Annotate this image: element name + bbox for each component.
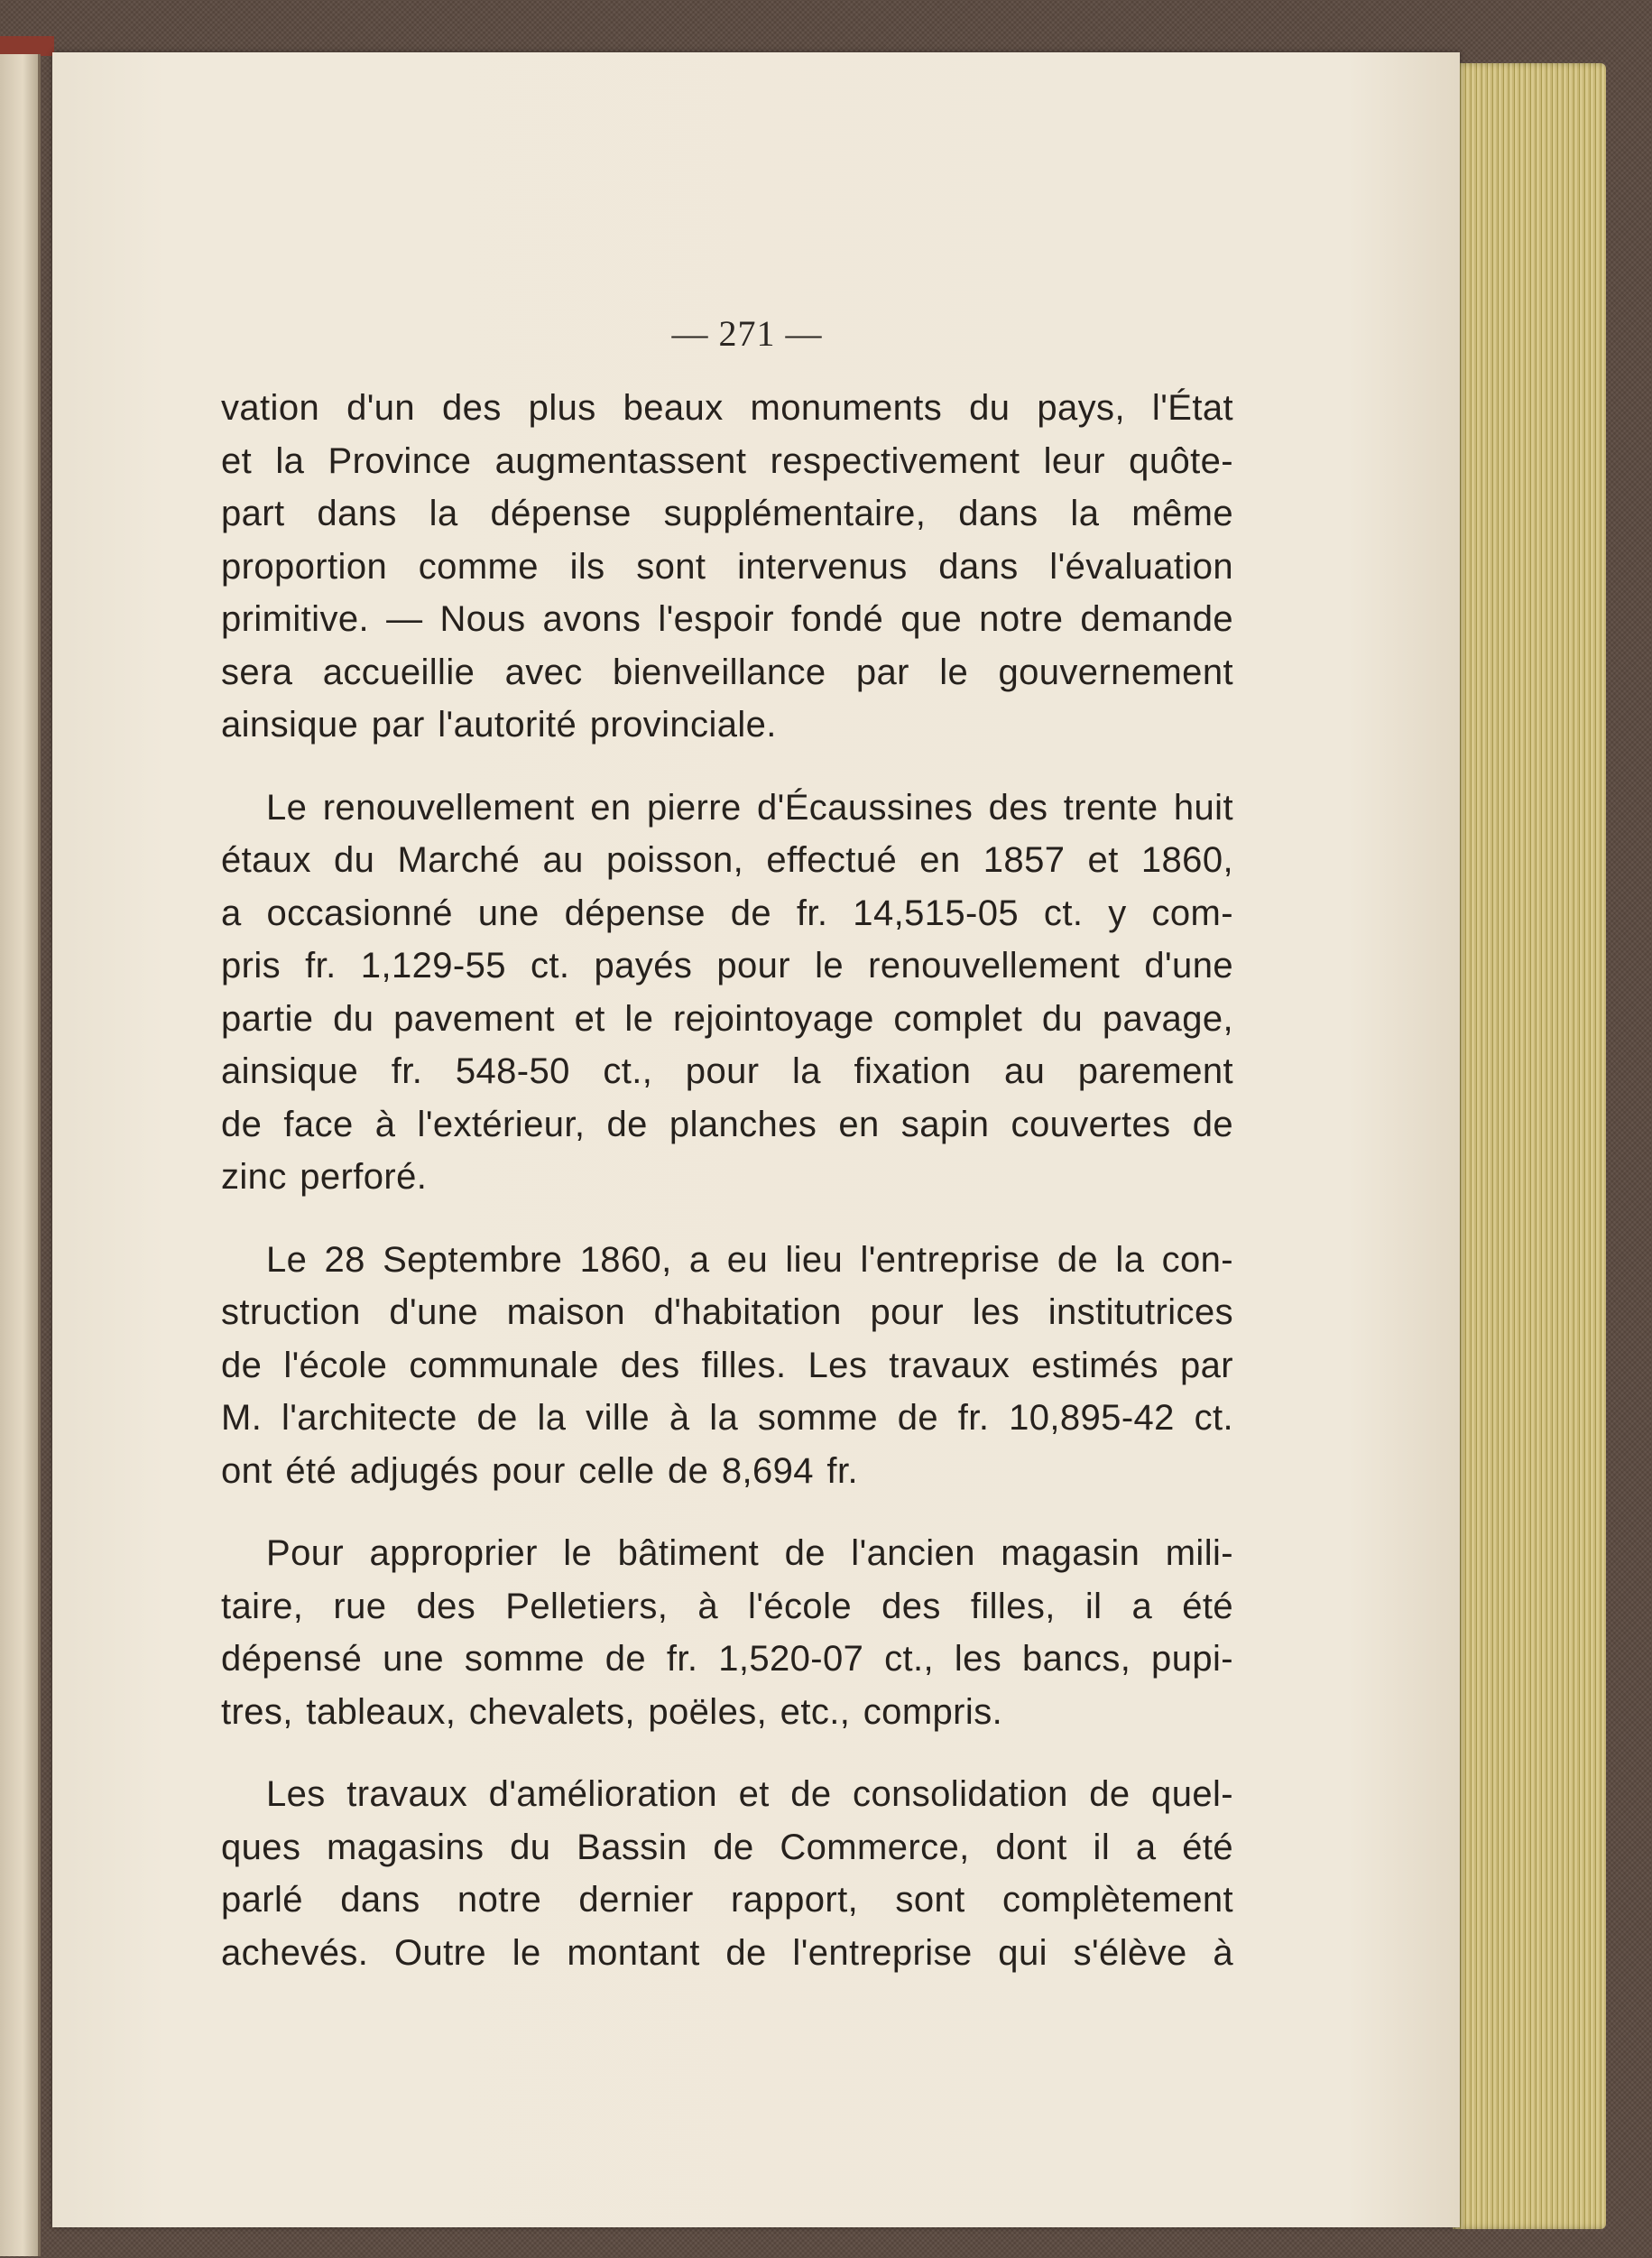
paragraph bbox=[221, 1234, 1233, 1498]
text-line: M. l'architecte de la ville à la somme de fr. 10,895-42 ct. bbox=[221, 1398, 1233, 1438]
text-line: partie du pavement et le rejointoyage complet du pavage, bbox=[221, 998, 1233, 1039]
text-line: étaux du Marché au poisson, effectué en 1857 et 1860, bbox=[221, 840, 1233, 880]
text-line: achevés. Outre le montant de l'entreprise qui s'élève à bbox=[221, 1932, 1233, 1973]
text-line: vation d'un des plus beaux monuments du pays, l'État bbox=[221, 388, 1233, 428]
left-page-binding-edge bbox=[0, 36, 54, 56]
text-line: ques magasins du Bassin de Commerce, dont il a été bbox=[221, 1827, 1233, 1867]
text-line: Le 28 Septembre 1860, a eu lieu l'entreprise de la con- bbox=[266, 1239, 1233, 1280]
text-line: sera accueillie avec bienveillance par le gouvernement bbox=[221, 652, 1233, 692]
page-block-edges bbox=[1453, 63, 1606, 2229]
left-facing-page-edge bbox=[0, 54, 41, 2256]
text-line: primitive. — Nous avons l'espoir fondé que notre demande bbox=[221, 599, 1233, 639]
text-line: de l'école communale des filles. Les travaux estimés par bbox=[221, 1345, 1233, 1385]
paragraph bbox=[221, 782, 1233, 1204]
text-line: taire, rue des Pelletiers, à l'école des filles, il a été bbox=[221, 1586, 1233, 1626]
text-line: parlé dans notre dernier rapport, sont complètement bbox=[221, 1880, 1233, 1920]
text-line: struction d'une maison d'habitation pour les institutrices bbox=[221, 1292, 1233, 1332]
text-line: ainsique fr. 548-50 ct., pour la fixation au parement bbox=[221, 1051, 1233, 1091]
text-line: zinc perforé. bbox=[221, 1157, 428, 1197]
paragraph bbox=[221, 1527, 1233, 1738]
text-line: part dans la dépense supplémentaire, dans la même bbox=[221, 494, 1233, 533]
text-line: ainsique par l'autorité provinciale. bbox=[221, 705, 777, 745]
text-line: dépensé une somme de fr. 1,520-07 ct., les bancs, pupi- bbox=[221, 1639, 1233, 1679]
page-number: — 271 — bbox=[671, 313, 823, 354]
text-line: proportion comme ils sont intervenus dans l'évaluation bbox=[221, 546, 1233, 587]
text-line: et la Province augmentassent respectivement leur quôte- bbox=[221, 440, 1233, 481]
text-line: tres, tableaux, chevalets, poëles, etc., compris. bbox=[221, 1691, 1003, 1732]
body-text bbox=[221, 382, 1233, 1979]
text-line: a occasionné une dépense de fr. 14,515-05 ct. y com- bbox=[221, 893, 1233, 933]
book-page bbox=[52, 52, 1460, 2227]
text-line: pris fr. 1,129-55 ct. payés pour le renouvellement d'une bbox=[221, 946, 1233, 986]
text-line: ont été adjugés pour celle de 8,694 fr. bbox=[221, 1450, 858, 1491]
text-line: Le renouvellement en pierre d'Écaussines des trente huit bbox=[266, 787, 1233, 828]
text-line: de face à l'extérieur, de planches en sapin couvertes de bbox=[221, 1104, 1233, 1144]
paragraph bbox=[221, 1768, 1233, 1979]
text-line: Pour approprier le bâtiment de l'ancien magasin mili- bbox=[266, 1533, 1233, 1573]
text-line: Les travaux d'amélioration et de consolidation de quel- bbox=[266, 1774, 1233, 1814]
paragraph bbox=[221, 382, 1233, 752]
